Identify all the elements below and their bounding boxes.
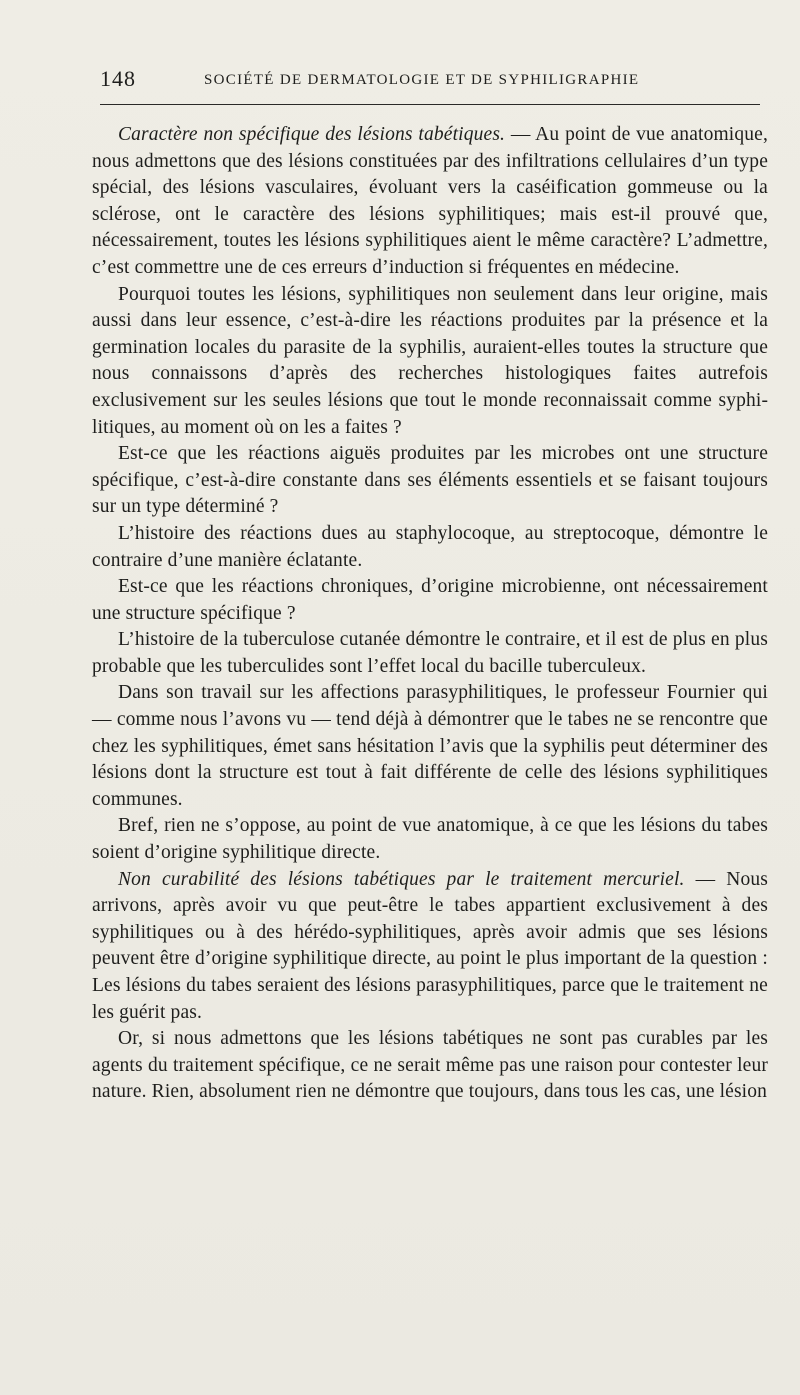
paragraph [92, 441, 768, 521]
paragraph-text: Dans son travail sur les affections parasyphilitiques, le professeur Fournier qui — comme nous l’avons vu — tend déjà à démontrer que le tabes ne se rencontre que chez les syphilitiques, émet sans hésitation l’avis que la syphilis peut déterminer des lésions dont la structure est tout à fait différente de celle des lésions syphilitiques communes. [92, 682, 768, 810]
running-title: SOCIÉTÉ DE DERMATOLOGIE ET DE SYPHILIGRAPHIE [204, 72, 640, 88]
paragraph [92, 1026, 768, 1106]
paragraph [92, 867, 768, 1027]
paragraph-text: — Au point de vue anatomique, nous admettons que des lésions constituées par des infiltrations cellulaires d’un type spécial, des lésions vasculaires, évoluant vers la caséification gommeuse ou la sclérose, ont le caractère des lésions syphilitiques; mais est-il prouvé que, nécessairement, toutes les lésions syphilitiques aient le même caractère? L’admettre, c’est commettre une de ces erreurs d’induction si fréquentes en médecine. [92, 124, 768, 278]
section-heading: Caractère non spécifique des lésions tabétiques. [118, 124, 506, 145]
header-rule [100, 104, 760, 105]
paragraph-text: Bref, rien ne s’oppose, au point de vue anatomique, à ce que les lésions du tabes soient d’origine syphilitique directe. [92, 815, 768, 864]
paragraph-text: — Nous arrivons, après avoir vu que peut-être le tabes appartient exclusivement à des syphilitiques ou à des hérédo-syphilitiques, après avoir admis que ses lésions peuvent être d’origine syphilitique directe, au point le plus important de la question : Les lésions du tabes seraient des lésions parasyphilitiques, parce que le traitement ne les guérit pas. [92, 868, 768, 1023]
page-header [90, 64, 770, 104]
paragraph [92, 282, 768, 442]
body-text [92, 122, 768, 1106]
paragraph-text: Est-ce que les réactions aiguës produites par les microbes ont une structure spécifique, c’est-à-dire constante dans ses éléments essentiels et se faisant toujours sur un type déterminé ? [92, 443, 768, 518]
paragraph [92, 574, 768, 627]
paragraph-text: Pourquoi toutes les lésions, syphilitiques non seulement dans leur origine, mais aussi dans leur essence, c’est-à-dire les réactions produites par la présence et la germination locales du parasite de la syphilis, auraient-elles toutes la structure que nous connaissons d’après des recherches histologiques faites autrefois exclusivement sur les seules lésions que tout le monde reconnaissait comme syphilitiques, au moment où on les a faites ? [92, 283, 768, 438]
section-heading: Non curabilité des lésions tabétiques par le traitement mercuriel. [118, 868, 685, 890]
paragraph [92, 680, 768, 813]
paragraph-text: Or, si nous admettons que les lésions tabétiques ne sont pas curables par les agents du traitement spécifique, ce ne serait même pas une raison pour contester leur nature. Rien, absolument rien ne démontre que toujours, dans tous les cas, une lésion [92, 1028, 768, 1103]
paragraph-text: L’histoire de la tuberculose cutanée démontre le contraire, et il est de plus en plus probable que les tuberculides sont l’effet local du bacille tuberculeux. [92, 629, 768, 677]
paragraph [92, 521, 768, 574]
paragraph-text: Est-ce que les réactions chroniques, d’origine microbienne, ont nécessairement une structure spécifique ? [92, 576, 768, 624]
paragraph-text: L’histoire des réactions dues au staphylocoque, au streptocoque, démontre le contraire d’une manière éclatante. [92, 522, 768, 571]
paragraph [92, 627, 768, 680]
page-number: 148 [100, 66, 136, 91]
paragraph [92, 122, 768, 282]
paragraph [92, 813, 768, 866]
